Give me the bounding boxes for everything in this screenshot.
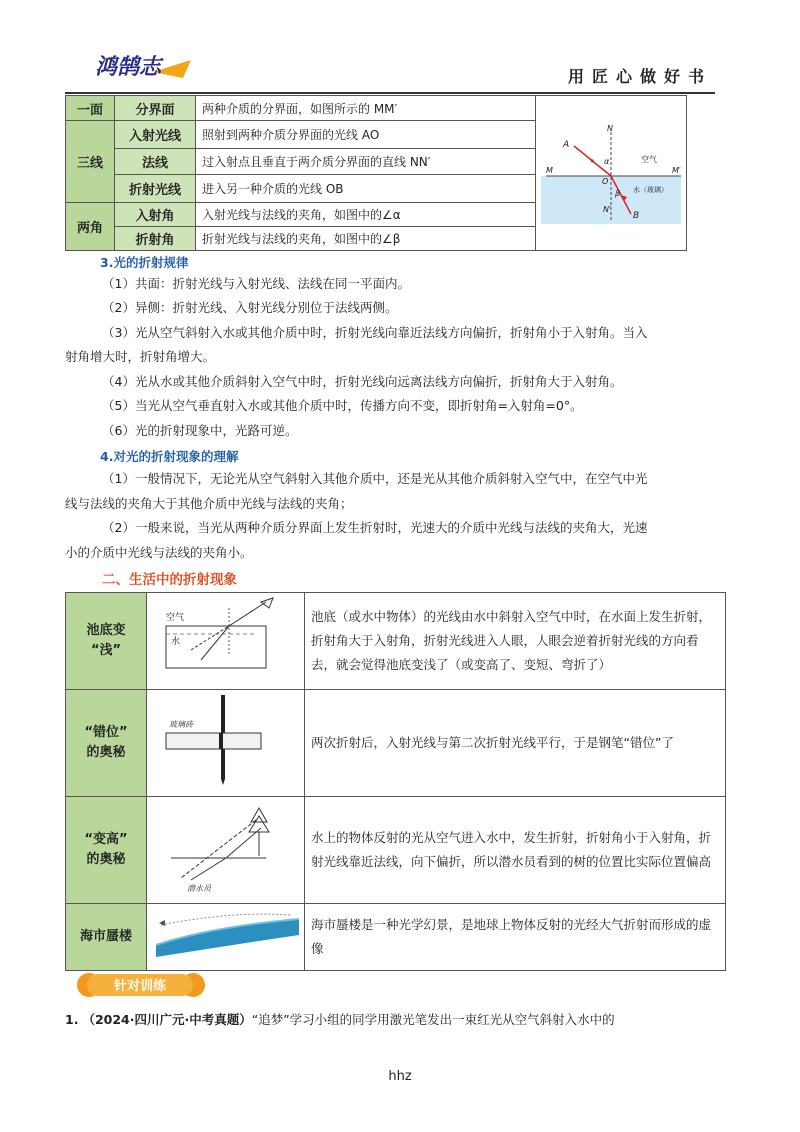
desc-cell: 两种介质的分界面，如图所示的 MM′: [196, 96, 536, 121]
svg-text:鸿鹄志: 鸿鹄志: [95, 55, 162, 80]
phenomenon-text: 水上的物体反射的光从空气进入水中，发生折射，折射角小于入射角，折射光线靠近法线，向下偏折，所以潜水员看到的树的位置比实际位置偏高: [305, 797, 726, 904]
svg-text:α: α: [604, 156, 610, 166]
phenomenon-text: 海市蜃楼是一种光学幻景，是地球上物体反射的光经大气折射而形成的虚像: [305, 904, 726, 971]
term-cell: 分界面: [115, 96, 196, 121]
paragraph: （4）光从水或其他介质斜射入空气中时，折射光线向远离法线方向偏折，折射角大于入射角。: [102, 374, 623, 389]
svg-text:空气: 空气: [641, 154, 657, 164]
desc-cell: 折射光线与法线的夹角，如图中的∠β: [196, 227, 536, 251]
table-row: [66, 593, 726, 690]
desc-cell: 照射到两种介质分界面的光线 AO: [196, 121, 536, 149]
pool-depth-diagram: [151, 594, 301, 680]
paragraph: （5）当光从空气垂直射入水或其他介质中时，传播方向不变，即折射角=入射角=0°。: [102, 398, 583, 413]
refraction-figure-cell: [536, 96, 687, 251]
section-2-title: 二、生活中的折射现象: [102, 572, 237, 588]
refraction-diagram: [536, 102, 686, 242]
svg-text:潜水员: 潜水员: [186, 884, 211, 893]
paragraph: （3）光从空气斜射入水或其他介质中时，折射光线向靠近法线方向偏折，折射角小于入射角。当入: [102, 325, 648, 340]
term-cell: 法线: [115, 149, 196, 175]
svg-text:O: O: [602, 176, 609, 186]
table-row: [66, 96, 687, 121]
pen-figure-cell: [147, 690, 305, 797]
svg-text:A: A: [563, 139, 570, 150]
mirage-figure-cell: [147, 904, 305, 971]
group-cell: 一面: [66, 96, 115, 121]
svg-text:玻璃砖: 玻璃砖: [168, 720, 193, 729]
paragraph: （1）一般情况下，无论光从空气斜射入其他介质中，还是光从其他介质斜射入空气中，在空气中光: [102, 471, 648, 486]
paragraph: 线与法线的夹角大于其他介质中光线与法线的夹角；: [65, 496, 353, 511]
svg-text:B: B: [633, 210, 640, 221]
svg-text:水: 水: [170, 637, 180, 647]
paragraph: （1）共面：折射光线与入射光线、法线在同一平面内。: [102, 276, 410, 291]
pool-figure-cell: [147, 593, 305, 690]
table-row: [66, 904, 726, 971]
phenomenon-text: 池底（或水中物体）的光线由水中斜射入空气中时，在水面上发生折射，折射角大于入射角，折射光线进入人眼，人眼会逆着折射光线的方向看去，就会觉得池底变浅了（或变高了、变短、弯折了）: [305, 593, 726, 690]
svg-text:M: M: [546, 165, 553, 175]
table-row: [66, 690, 726, 797]
table-row: [66, 797, 726, 904]
paragraph: 射角增大时，折射角增大。: [65, 349, 216, 364]
slogan: 用匠心做好书: [567, 67, 712, 86]
term-cell: 入射光线: [115, 121, 196, 149]
paragraph: （2）一般来说，当光从两种介质分界面上发生折射时，光速大的介质中光线与法线的夹角大，光速: [102, 520, 648, 535]
group-cell: 两角: [66, 203, 115, 251]
phenomenon-label: “变高” 的奥秘: [66, 797, 147, 904]
desc-cell: 过入射点且垂直于两介质分界面的直线 NN′: [196, 149, 536, 175]
svg-text:β: β: [615, 188, 621, 198]
phenomenon-label: 池底变 “浅”: [66, 593, 147, 690]
svg-text:N′: N′: [603, 204, 611, 214]
phenomenon-label: 海市蜃楼: [66, 904, 147, 971]
term-cell: 折射光线: [115, 175, 196, 203]
refraction-terms-table: [65, 95, 687, 251]
phenomenon-text: 两次折射后，入射光线与第二次折射光线平行，于是钢笔“错位”了: [305, 690, 726, 797]
svg-text:M′: M′: [672, 165, 681, 175]
svg-text:水（玻璃）: 水（玻璃）: [633, 185, 668, 194]
term-cell: 入射角: [115, 203, 196, 227]
phenomenon-label: “错位” 的奥秘: [66, 690, 147, 797]
section-3-title: 3.光的折射规律: [100, 255, 189, 270]
svg-text:针对训练: 针对训练: [113, 979, 167, 994]
training-badge: [75, 965, 205, 1001]
desc-cell: 进入另一种介质的光线 OB: [196, 175, 536, 203]
pen-glass-diagram: [151, 691, 301, 787]
paragraph: （2）异侧：折射光线、入射光线分别位于法线两侧。: [102, 300, 398, 315]
desc-cell: 入射光线与法线的夹角，如图中的∠α: [196, 203, 536, 227]
group-cell: 三线: [66, 121, 115, 203]
brand-logo: [95, 50, 195, 80]
svg-text:N: N: [607, 123, 613, 133]
header-rule: [65, 92, 715, 94]
paragraph: （6）光的折射现象中，光路可逆。: [102, 423, 298, 438]
mirage-diagram: [151, 905, 301, 961]
diver-tree-diagram: [151, 798, 301, 894]
question-1: 1. （2024·四川广元·中考真题）“追梦”学习小组的同学用激光笔发出一束红光从空气斜射入水中的: [65, 1012, 615, 1027]
paragraph: 小的介质中光线与法线的夹角小。: [65, 545, 253, 560]
page-footer: hhz: [388, 1069, 412, 1084]
section-4-title: 4.对光的折射现象的理解: [100, 449, 239, 464]
term-cell: 折射角: [115, 227, 196, 251]
refraction-phenomena-table: [65, 592, 726, 971]
tree-figure-cell: [147, 797, 305, 904]
svg-text:空气: 空气: [165, 613, 184, 623]
